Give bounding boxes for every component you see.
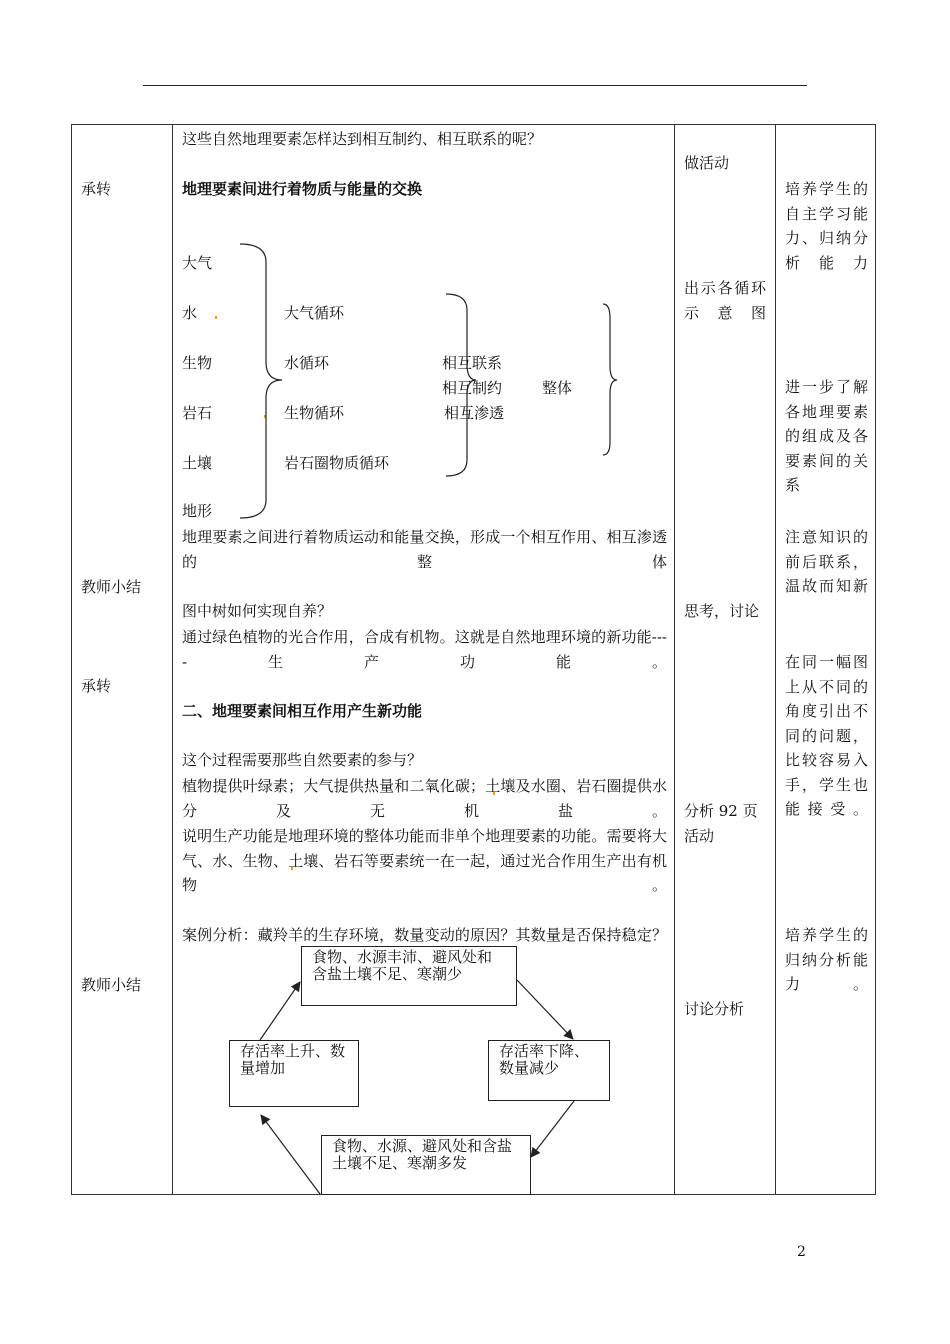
process-question: 这个过程需要那些自然要素的参与？ [182,751,423,769]
cycle-arrow [517,980,573,1039]
activity-text: 出示各循环示意图 [684,279,766,322]
page-number: 2 [797,1244,806,1260]
cycle-item: 生物循环 [284,404,345,422]
tree-answer: 通过绿色植物的光合作用，合成有机物。这就是自然地理环境的新功能----生产功能。 [182,628,667,671]
element-item: 生物 [182,354,213,372]
process-answer: 植物提供叶绿素；大气提供热量和二氧化碳；土壤及水圈、岩石圈提供水分及无机盐。 [182,777,667,820]
purpose-text: 培养学生的归纳分析能力。 [785,926,868,993]
activity-text: 讨论分析 [684,1000,745,1018]
exchange-heading: 地理要素间进行着物质与能量的交换 [182,180,423,198]
purpose-text: 注意知识的前后联系，温故而知新 [785,528,868,595]
element-item: 大气 [182,254,213,272]
cycle-item: 水循环 [284,354,330,372]
whole-label: 整体 [542,379,573,397]
cycle-item: 大气循环 [284,304,345,322]
step-label: 承转 [81,180,112,198]
cycle-box-right: 存活率下降、数量减少 [488,1040,610,1101]
tree-question: 图中树如何实现自养？ [182,602,333,620]
right-brace [603,304,617,455]
purpose-text: 培养学生的自主学习能力、归纳分析能力 [785,180,868,272]
question-text: 这些自然地理要素怎样达到相互制约、相互联系的呢？ [182,130,543,148]
element-item: 土壤 [182,454,213,472]
case-text: 案例分析：藏羚羊的生存环境，数量变动的原因？其数量是否保持稳定？ [182,926,667,944]
summary-text: 地理要素之间进行着物质运动和能量交换，形成一个相互作用、相互渗透的整体 [182,528,667,571]
element-item: 岩石 [182,404,213,422]
cycle-arrow [261,1115,320,1194]
explain-text: 说明生产功能是地理环境的整体功能而非单个地理要素的功能。需要将大气、水、生物、土壤、岩石等要素统一在一起，通过光合作用生产出有机物。 [182,827,667,894]
step-label: 承转 [81,677,112,695]
element-item: 地形 [182,502,213,520]
step-label: 教师小结 [81,578,142,596]
purpose-text: 在同一幅图上从不同的角度引出不同的问题，比较容易入手，学生也能接受。 [785,653,868,818]
relation-item: 相互制约 [442,379,503,397]
right-brace [446,294,476,476]
cycle-item: 岩石圈物质循环 [284,454,390,472]
activity-text: 做活动 [684,154,730,172]
element-item: 水 [182,304,198,322]
cycle-box-bottom: 食物、水源、避风处和含盐土壤不足、寒潮多发 [321,1135,531,1195]
section-heading: 二、地理要素间相互作用产生新功能 [182,702,423,720]
activity-text: 分析 92 页活动 [684,802,758,845]
cycle-box-top: 食物、水源丰沛、避风处和含盐土壤不足、寒潮少 [301,946,517,1006]
cycle-arrow [531,1101,574,1157]
step-label: 教师小结 [81,976,142,994]
activity-text: 思考，讨论 [684,602,760,620]
purpose-text: 进一步了解各地理要素的组成及各要素间的关系 [785,378,868,494]
relation-item: 相互渗透 [444,404,505,422]
right-brace [240,244,282,518]
relation-item: 相互联系 [442,354,503,372]
cycle-arrow [260,982,300,1040]
cycle-box-left: 存活率上升、数量增加 [229,1040,359,1107]
